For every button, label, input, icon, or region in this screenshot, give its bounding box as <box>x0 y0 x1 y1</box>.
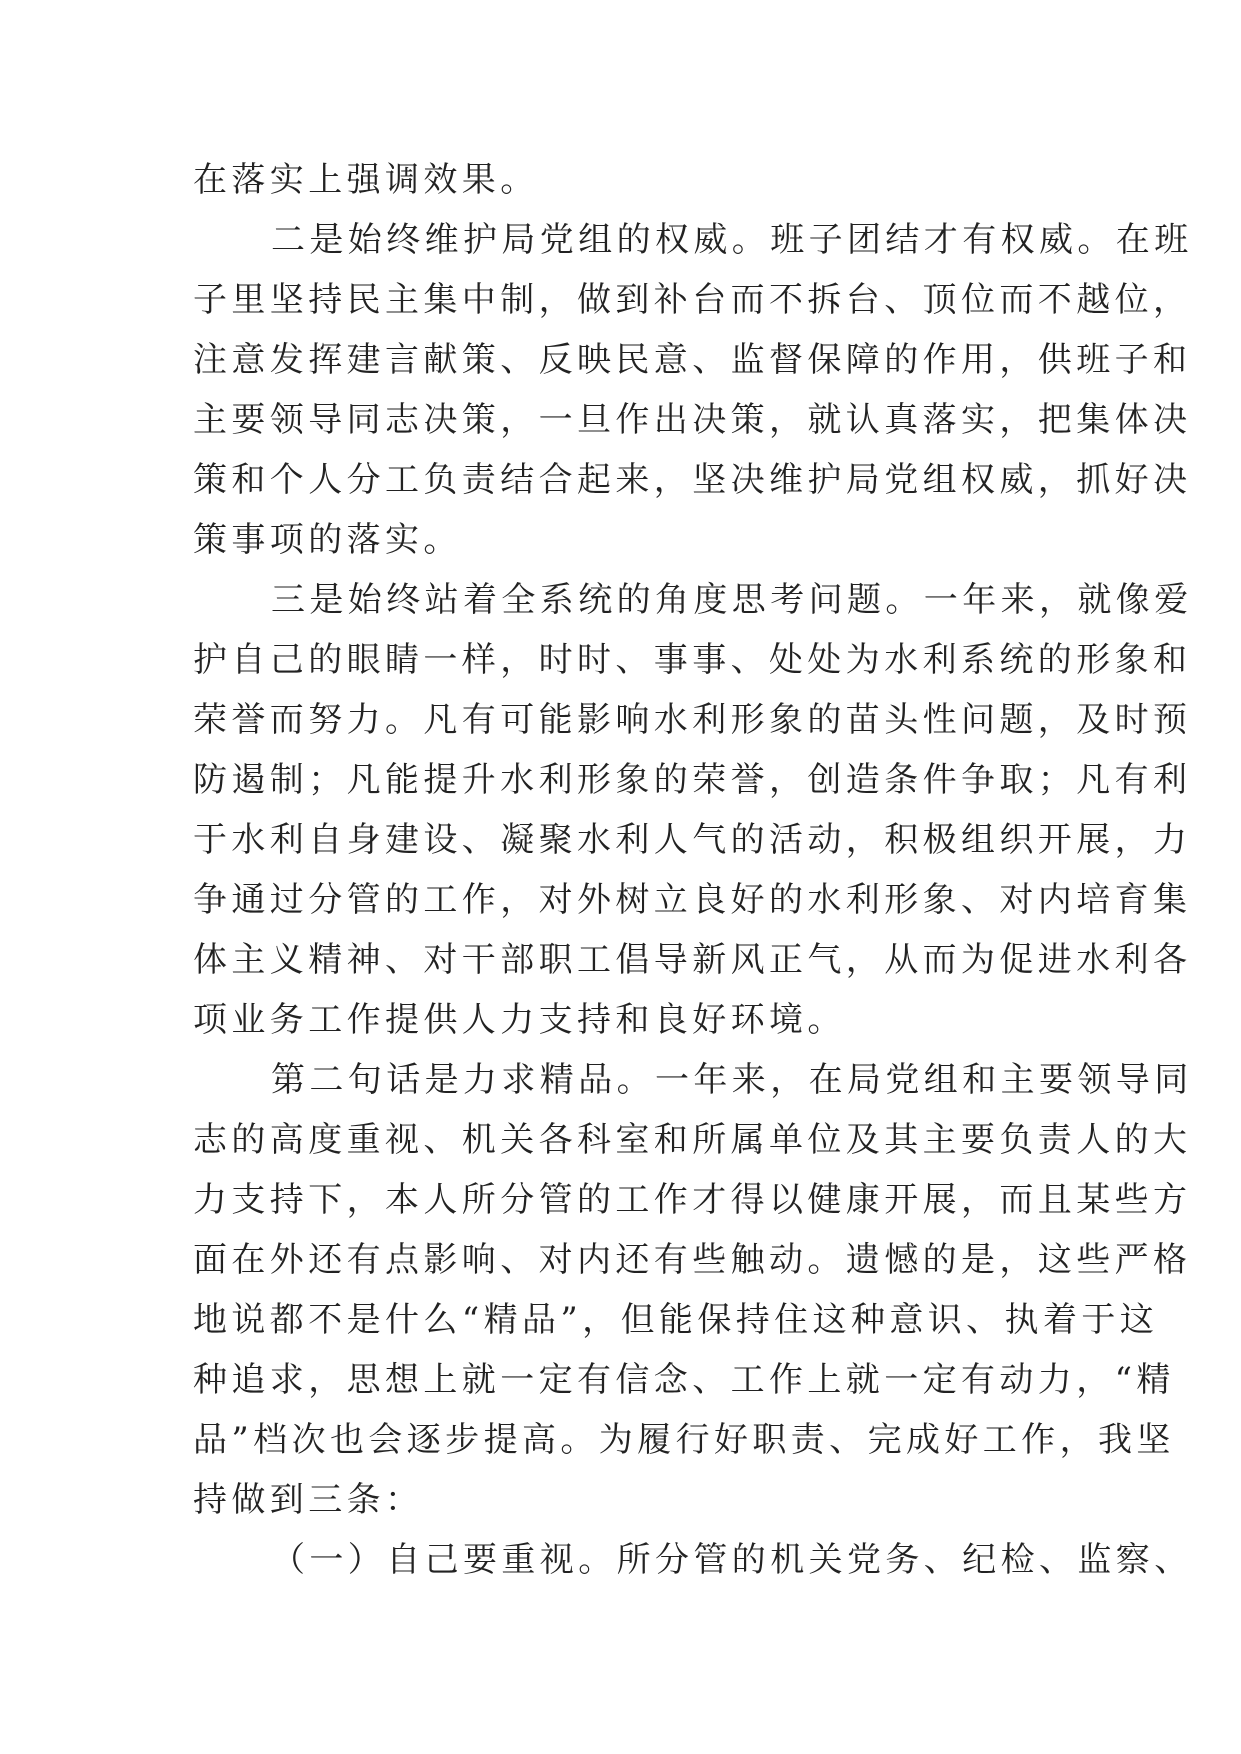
text-line: 力支持下，本人所分管的工作才得以健康开展，而且某些方 <box>193 1180 1192 1220</box>
text-line: 注意发挥建言献策、反映民意、监督保障的作用，供班子和 <box>193 340 1192 380</box>
text-line: 于水利自身建设、凝聚水利人气的活动，积极组织开展，力 <box>193 820 1192 860</box>
text-line: 体主义精神、对干部职工倡导新风正气，从而为促进水利各 <box>193 940 1192 980</box>
text-line: 项业务工作提供人力支持和良好环境。 <box>193 1000 846 1040</box>
paragraph-start-line: 二是始终维护局党组的权威。班子团结才有权威。在班 <box>271 220 1193 260</box>
text-line: 荣誉而努力。凡有可能影响水利形象的苗头性问题，及时预 <box>193 700 1192 740</box>
text-line: 持做到三条： <box>193 1480 424 1520</box>
text-line: 面在外还有点影响、对内还有些触动。遗憾的是，这些严格 <box>193 1240 1192 1280</box>
paragraph-start-line: 第二句话是力求精品。一年来，在局党组和主要领导同 <box>271 1060 1193 1100</box>
paragraph-start-line: （一）自己要重视。所分管的机关党务、纪检、监察、 <box>271 1540 1193 1580</box>
text-line: 争通过分管的工作，对外树立良好的水利形象、对内培育集 <box>193 880 1192 920</box>
text-line: 子里坚持民主集中制，做到补台而不拆台、顶位而不越位， <box>193 280 1192 320</box>
text-line: 护自己的眼睛一样，时时、事事、处处为水利系统的形象和 <box>193 640 1192 680</box>
text-line: 在落实上强调效果。 <box>193 160 539 200</box>
body-text <box>193 150 1193 1590</box>
text-line: 品”档次也会逐步提高。为履行好职责、完成好工作，我坚 <box>193 1420 1175 1460</box>
text-line: 志的高度重视、机关各科室和所属单位及其主要负责人的大 <box>193 1120 1192 1160</box>
text-line: 策事项的落实。 <box>193 520 462 560</box>
paragraph-start-line: 三是始终站着全系统的角度思考问题。一年来，就像爱 <box>271 580 1193 620</box>
text-line: 地说都不是什么“精品”，但能保持住这种意识、执着于这 <box>193 1300 1159 1340</box>
text-line: 防遏制；凡能提升水利形象的荣誉，创造条件争取；凡有利 <box>193 760 1192 800</box>
text-line: 种追求，思想上就一定有信念、工作上就一定有动力，“精 <box>193 1360 1175 1400</box>
text-line: 策和个人分工负责结合起来，坚决维护局党组权威，抓好决 <box>193 460 1192 500</box>
text-line: 主要领导同志决策，一旦作出决策，就认真落实，把集体决 <box>193 400 1192 440</box>
